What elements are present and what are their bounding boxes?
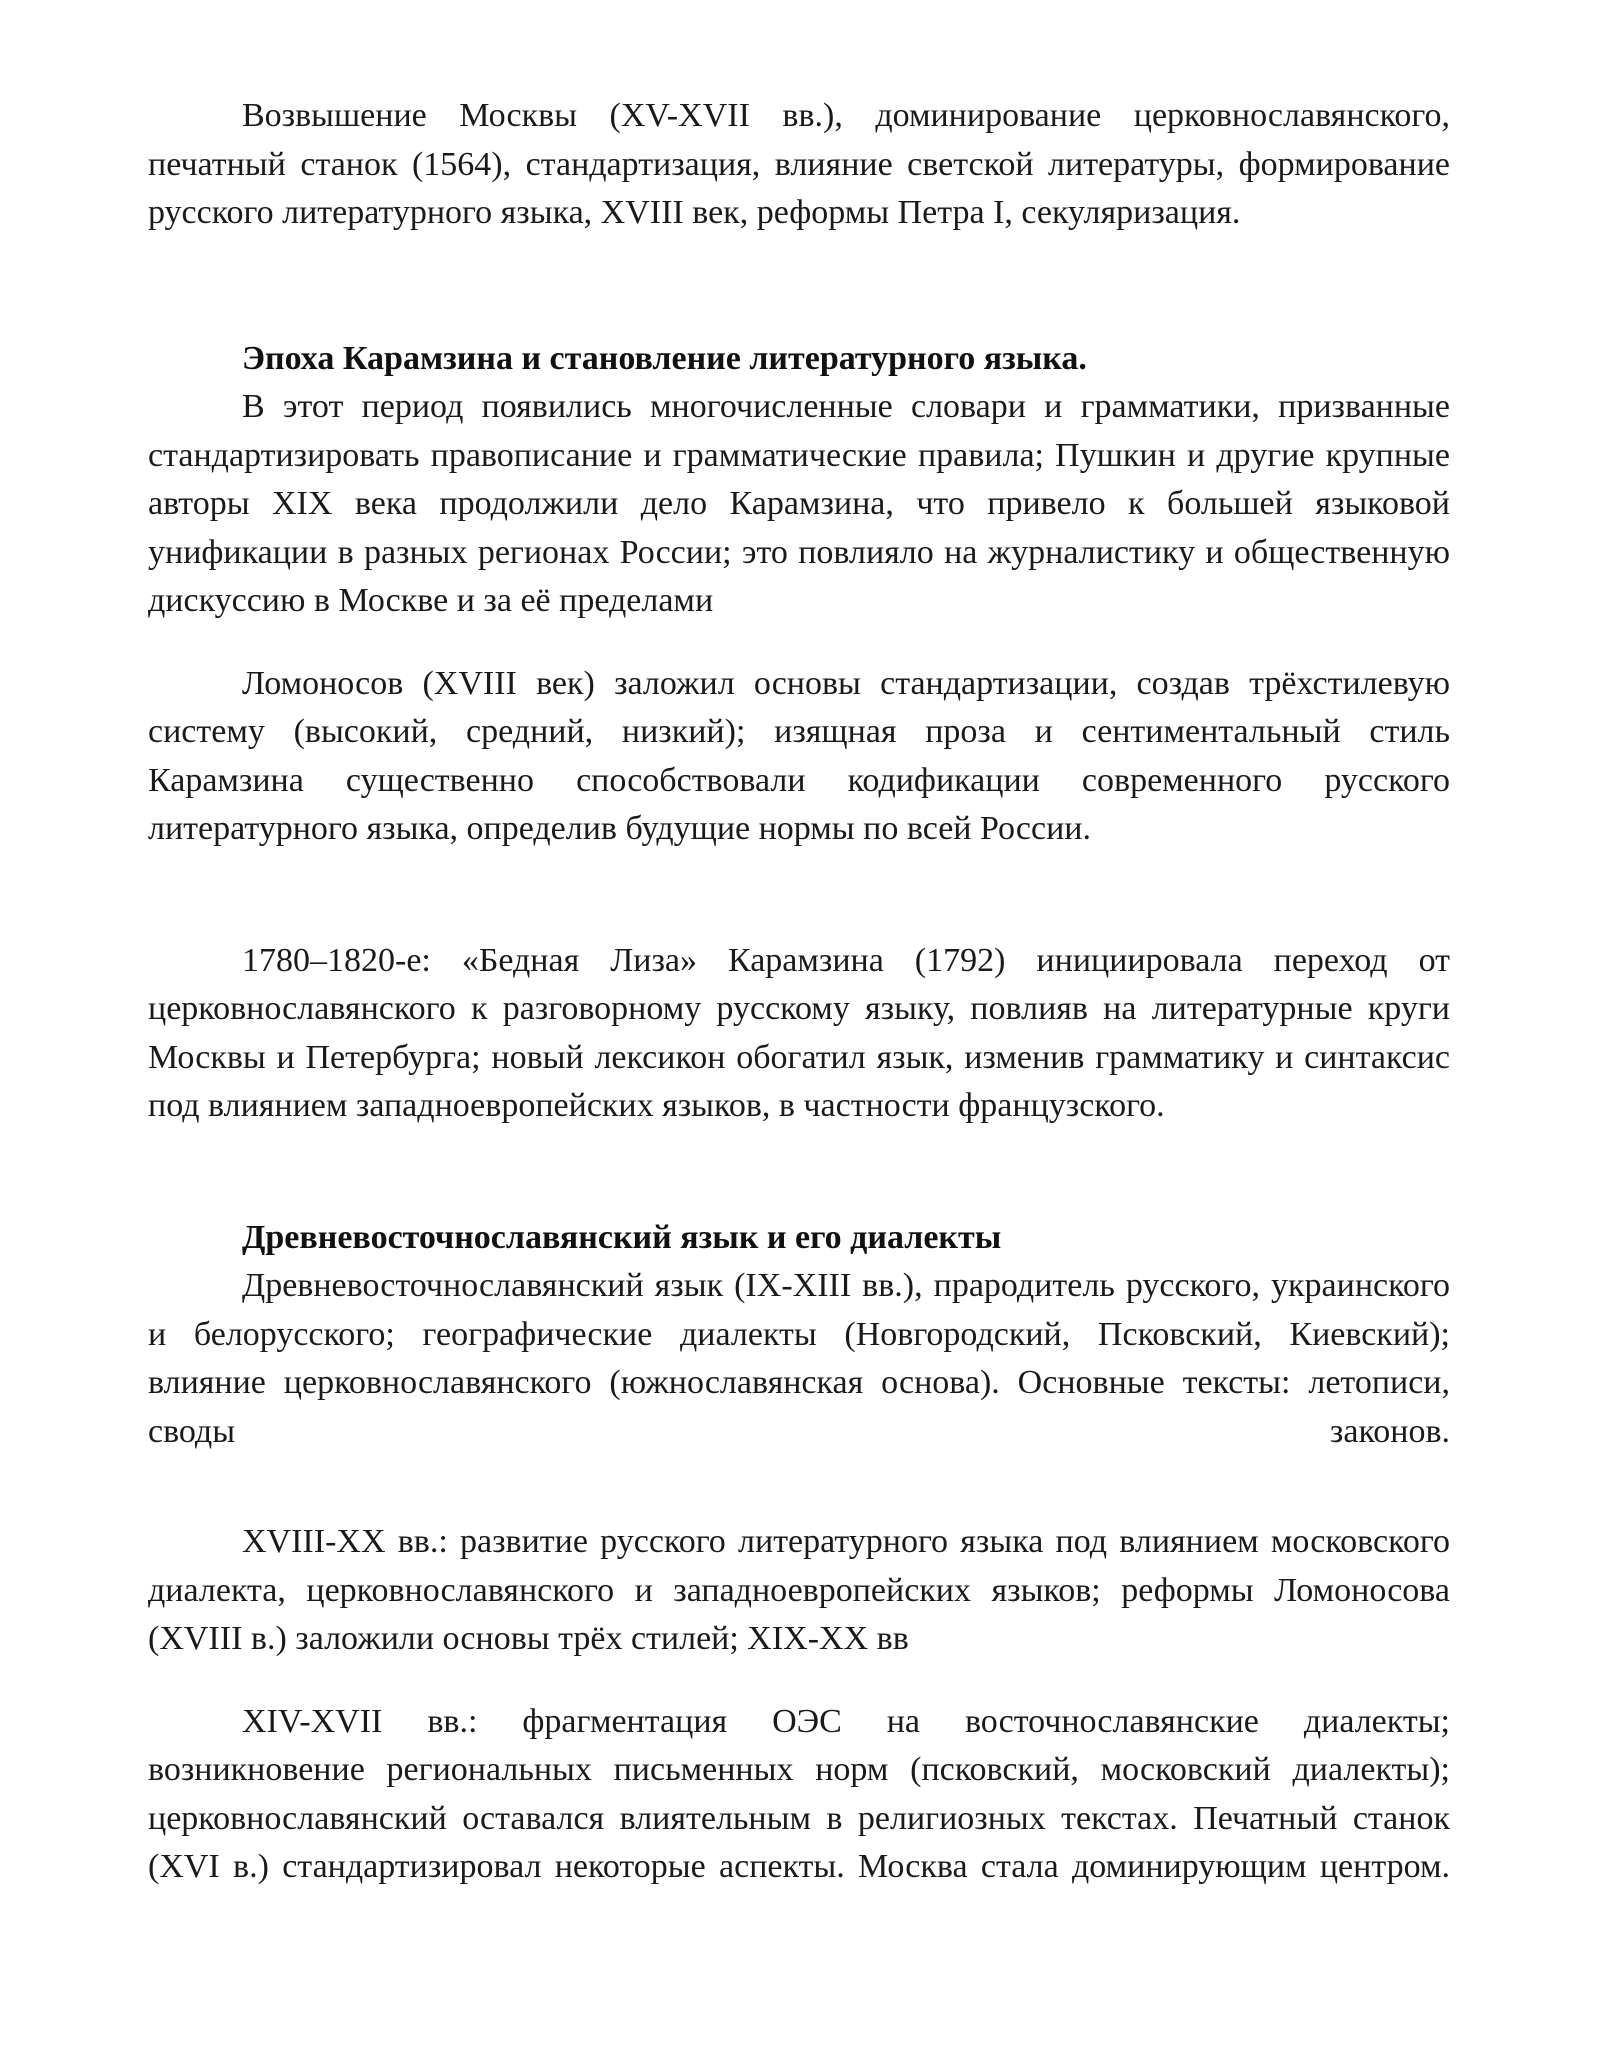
- spacer: [148, 854, 1450, 937]
- paragraph-old-east-slavic: Древневосточнославянский язык (IX-XIII вв.), прародитель русского, украинского и белорусского; географические диалекты (Новгородский, Псковский, Киевский); влияние церковнославянского (южнославянская основа). Основные тексты: летописи, своды законов.: [148, 1267, 1450, 1450]
- section-heading-old-east-slavic: Древневосточнославянский язык и его диалекты: [242, 1218, 1002, 1256]
- spacer: [148, 1131, 1450, 1214]
- spacer: [148, 1664, 1450, 1698]
- spacer: [148, 1456, 1450, 1518]
- paragraph-lomonosov: Ломоносов (XVIII век) заложил основы стандартизации, создав трёхстилевую систему (высокий, средний, низкий); изящная проза и сентиментальный стиль Карамзина существенно способствовали кодификации современного русского литературного языка, определив будущие нормы по всей России.: [148, 664, 1450, 847]
- document-body: [148, 92, 1450, 1892]
- spacer: [148, 238, 1450, 335]
- paragraph-moscow-rise: Возвышение Москвы (XV-XVII вв.), доминирование церковнославянского, печатный станок (1564), стандартизация, влияние светской литературы, формирование русского литературного языка, XVIII век, реформы Петра I, секуляризация.: [148, 97, 1450, 231]
- section-heading-karamzin: Эпоха Карамзина и становление литературного языка.: [242, 339, 1087, 377]
- paragraph-14-17-century: XIV-XVII вв.: фрагментация ОЭС на восточнославянские диалекты; возникновение региональных письменных норм (псковский, московский диалекты); церковнославянский оставался влиятельным в религиозных текстах. Печатный станок (XVI в.) стандартизировал некоторые аспекты. Москва стала доминирующим центром.: [148, 1702, 1450, 1885]
- spacer: [148, 626, 1450, 660]
- paragraph-dictionaries: В этот период появились многочисленные словари и грамматики, призванные стандартизировать правописание и грамматические правила; Пушкин и другие крупные авторы XIX века продолжили дело Карамзина, что привело к большей языковой унификации в разных регионах России; это повлияло на журналистику и общественную дискуссию в Москве и за её пределами: [148, 388, 1450, 619]
- paragraph-poor-liza: 1780–1820-е: «Бедная Лиза» Карамзина (1792) инициировала переход от церковнославянского к разговорному русскому языку, повлияв на литературные круги Москвы и Петербурга; новый лексикон обогатил язык, изменив грамматику и синтаксис под влиянием западноевропейских языков, в частности французского.: [148, 941, 1450, 1124]
- paragraph-18-20-century: XVIII-XX вв.: развитие русского литературного языка под влиянием московского диалекта, церковнославянского и западноевропейских языков; реформы Ломоносова (XVIII в.) заложили основы трёх стилей; XIX-XX вв: [148, 1523, 1450, 1657]
